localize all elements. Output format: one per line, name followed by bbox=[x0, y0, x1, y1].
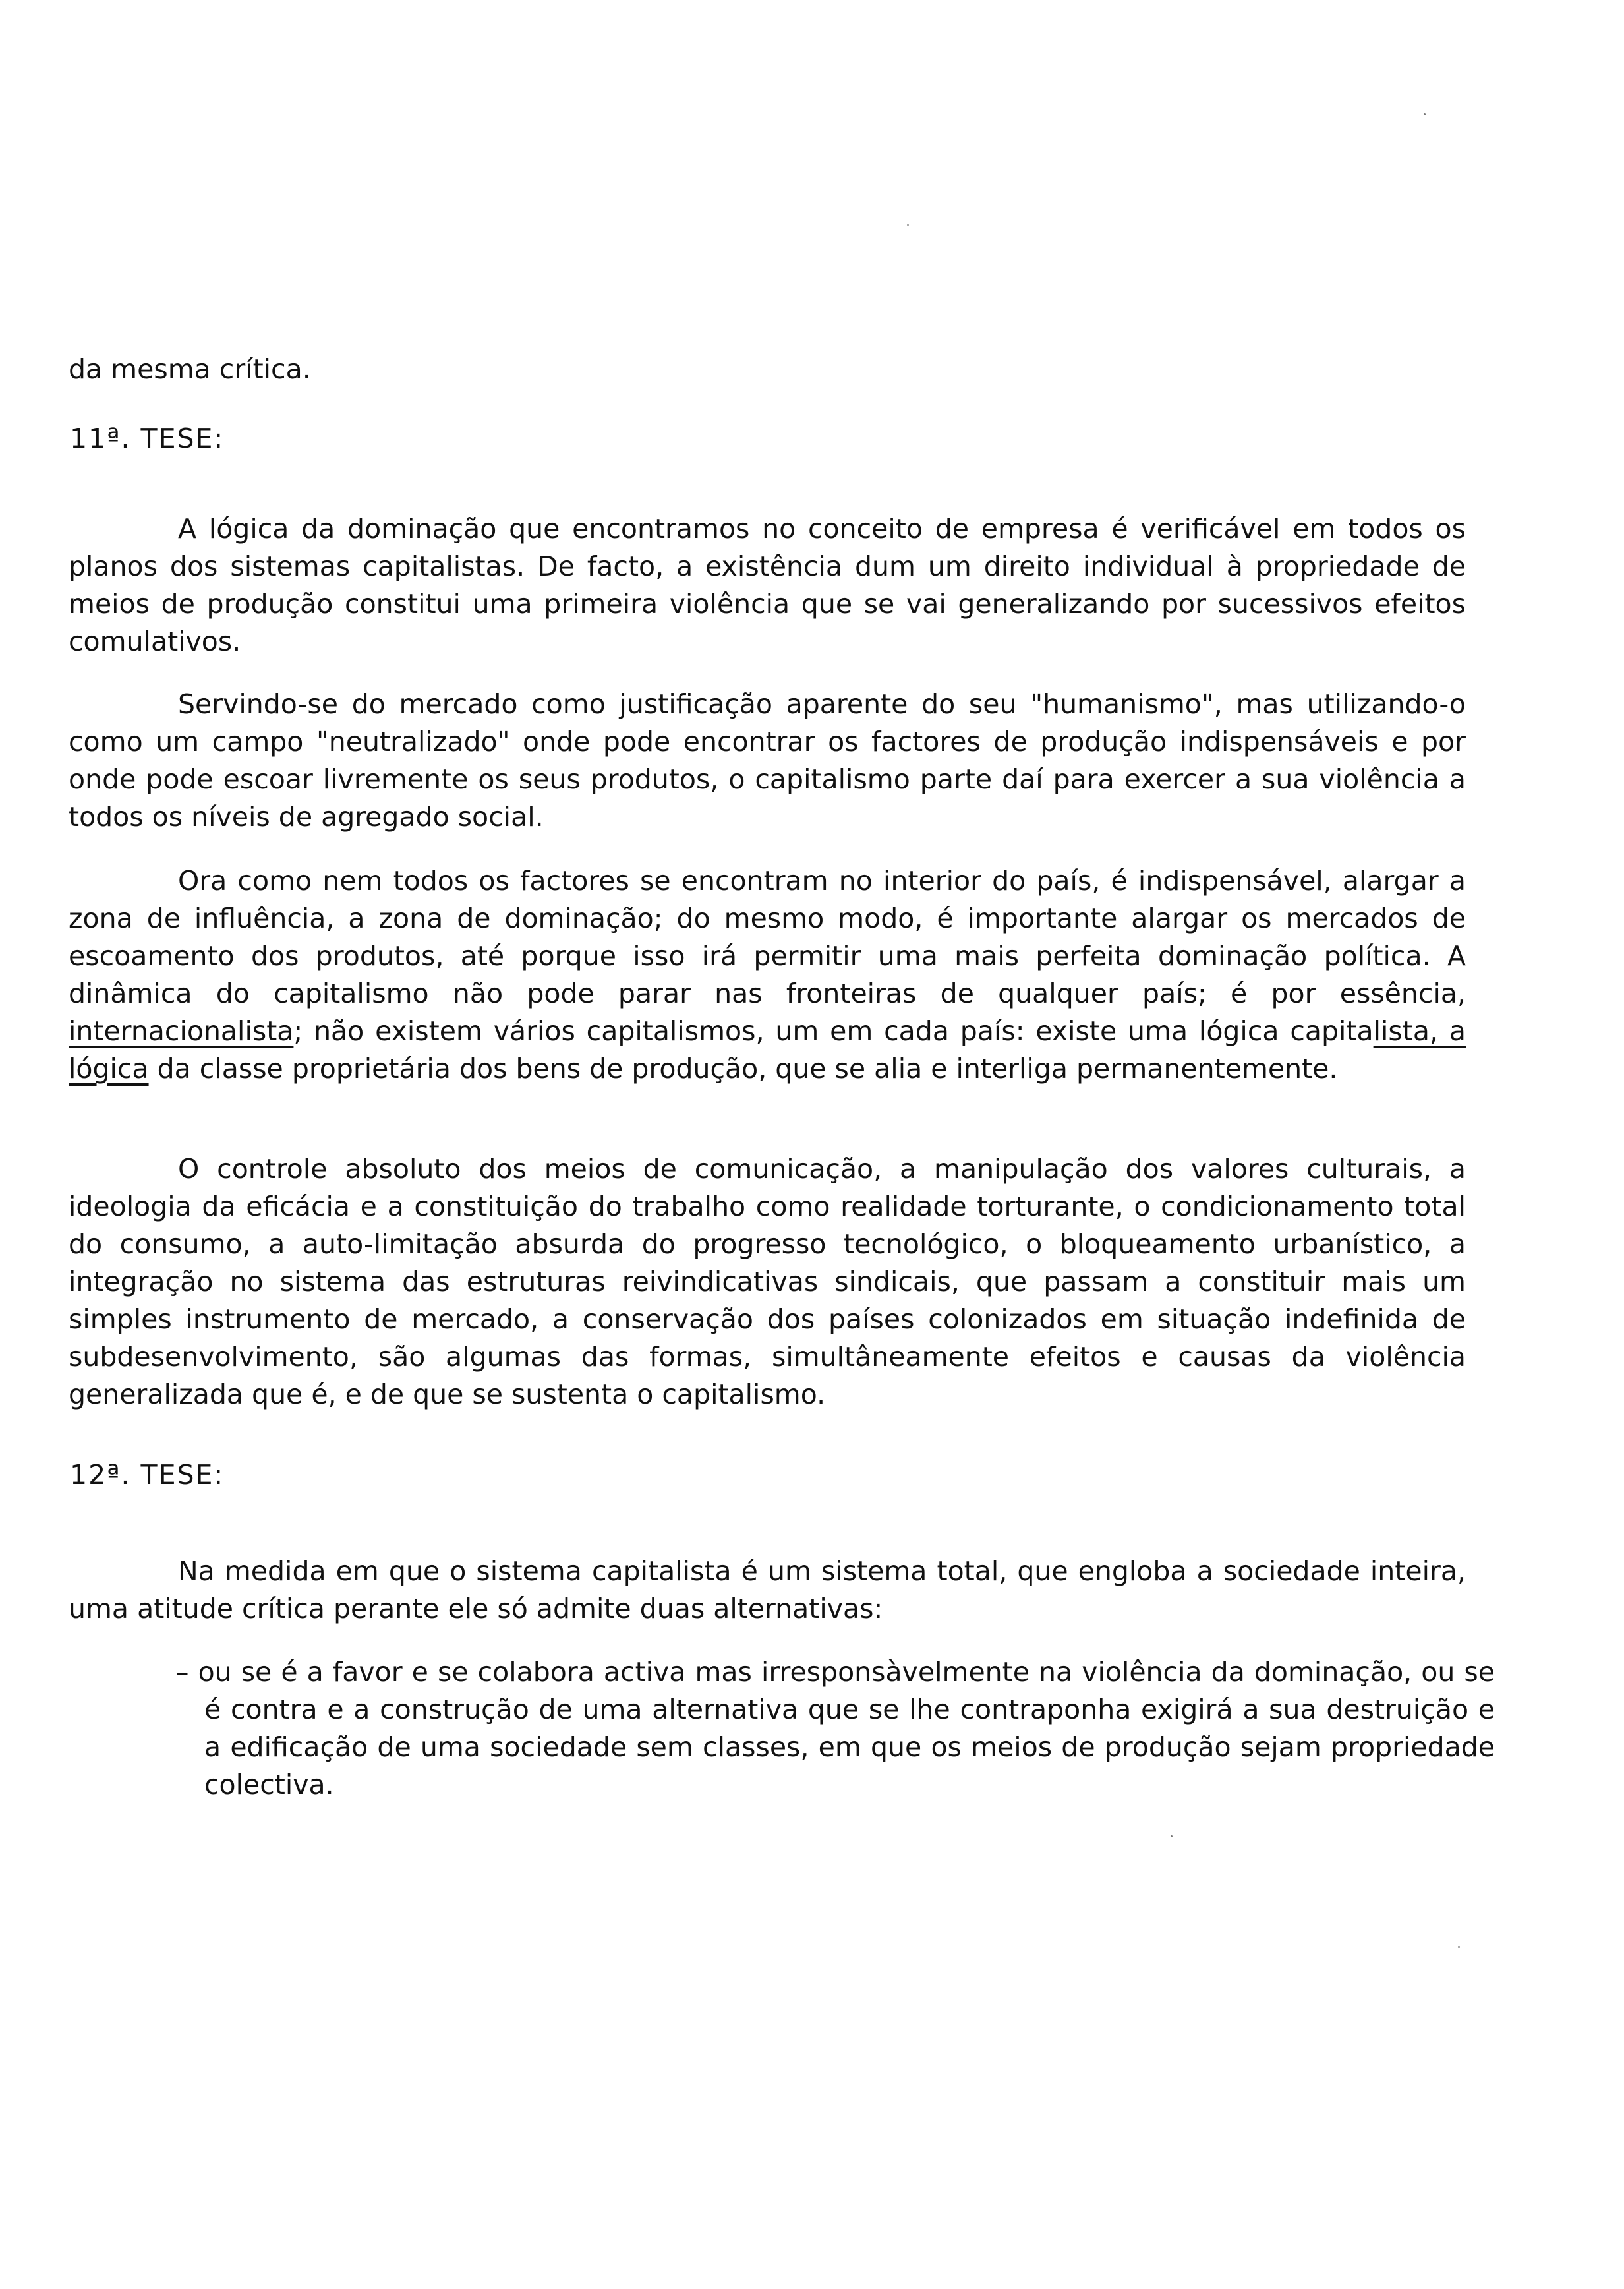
underlined-internacionalista: internacionalista bbox=[69, 1015, 294, 1047]
thesis-11-paragraph-4: O controle absoluto dos meios de comunicação, a manipulação dos valores culturais, a ideologia da eficácia e a constituição do trabalho como realidade torturante, o condicionamento total do consumo, a auto-limitação absurda do progresso tecnológico, o bloqueamento urbanístico, a integração no sistema das estruturas reivindicativas sindicais, que passam a constituir mais um simples instrumento de mercado, a conservação dos países colonizados em situação indefinida de subdesenvolvimento, são algumas das formas, simultâneamente efeitos e causas da violência generalizada que é, e de que se sustenta o capitalismo. bbox=[69, 1153, 1466, 1410]
paragraph-3-text-start: Ora como nem todos os factores se encontram no interior do país, é indispensável, alargar a zona de influência, a zona de dominação; do mesmo modo, é importante alargar os mercados de escoamento dos produtos, até porque isso irá permitir uma mais perfeita dominação política. A dinâmica do capitalismo não pode parar nas fronteiras de qualquer país; é por essência, bbox=[69, 865, 1466, 1009]
thesis-11-paragraph-2: Servindo-se do mercado como justificação aparente do seu "humanismo", mas utilizando-o como um campo "neutralizado" onde pode encontrar os factores de produção indispensáveis e por onde pode escoar livremente os seus produtos, o capitalismo parte daí para exercer a sua violência a todos os níveis de agregado social. bbox=[69, 688, 1466, 833]
thesis-11-heading: 11ª. TESE: bbox=[70, 423, 225, 454]
paper-speck bbox=[1458, 1946, 1460, 1948]
paper-speck bbox=[1424, 113, 1426, 115]
opening-fragment: da mesma crítica. bbox=[69, 353, 311, 385]
thesis-12-bullet-item: – ou se é a favor e se colabora activa mas irresponsàvelmente na violência da dominação, ou se é contra e a construção de uma alternativa que se lhe contraponha exigirá a sua destruição e a edificação de uma sociedade sem classes, em que os meios de produção sejam propriedade colectiva. bbox=[175, 1656, 1495, 1800]
paper-speck bbox=[1171, 1835, 1173, 1837]
paragraph-3-text-end: da classe proprietária dos bens de produção, que se alia e interliga permanentemente. bbox=[148, 1053, 1338, 1085]
paragraph-3-text-middle: ; não existem vários capitalismos, um em cada país: existe uma lógica capita bbox=[293, 1015, 1374, 1047]
thesis-11-paragraph-1: A lógica da dominação que encontramos no conceito de empresa é verificável em todos os planos dos sistemas capitalistas. De facto, a existência dum um direito individual à propriedade de meios de produção constitui uma primeira violência que se vai generalizando por sucessivos efeitos comulativos. bbox=[69, 513, 1466, 657]
thesis-12-paragraph: Na medida em que o sistema capitalista é um sistema total, que engloba a sociedade inteira, uma atitude crítica perante ele só admite duas alternativas: bbox=[69, 1555, 1466, 1624]
underlined-logica: lista, a lógica bbox=[69, 1015, 1466, 1085]
thesis-11-paragraph-3 bbox=[69, 862, 1466, 1088]
paper-speck bbox=[907, 224, 909, 226]
thesis-12-heading: 12ª. TESE: bbox=[70, 1459, 225, 1491]
